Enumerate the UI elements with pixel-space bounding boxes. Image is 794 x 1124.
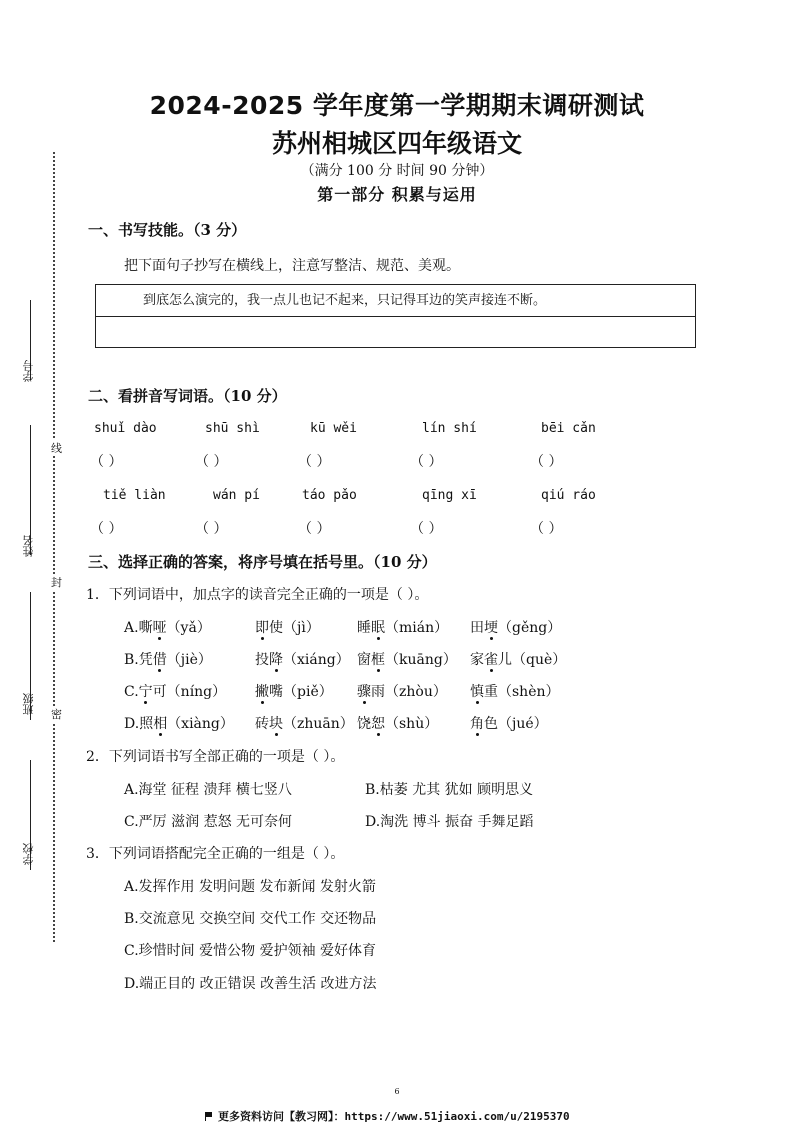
question1-option-d-word-4 — [470, 713, 548, 733]
question1-option-d-word-3 — [357, 713, 438, 733]
copy-sentence: 到底怎么演完的，我一点儿也记不起来，只记得耳边的笑声接连不断。 — [143, 293, 547, 308]
pinyin-2: shū shì — [205, 421, 260, 436]
option-letter: B. — [124, 652, 139, 668]
pinyin-annotation: （zhòu） — [385, 684, 447, 700]
word-text: 投 — [255, 652, 269, 668]
footer-link[interactable] — [205, 1108, 570, 1124]
word-text: 睡 — [357, 620, 371, 636]
emphasis-dotted-char: 降 — [269, 652, 283, 668]
option-letter: A. — [124, 620, 139, 636]
student-id-label: 学号 — [22, 360, 35, 382]
emphasis-dotted-char: 眠 — [371, 620, 385, 636]
name-label: 姓名 — [22, 535, 35, 557]
emphasis-dotted-char: 框 — [371, 652, 385, 668]
question1-option-b-word-3 — [357, 649, 457, 669]
emphasis-dotted-char: 埂 — [484, 620, 498, 636]
pinyin-7: wán pí — [213, 488, 260, 503]
emphasis-dotted-char: 雀 — [484, 652, 498, 668]
binding-dotted-line — [53, 152, 55, 942]
emphasis-dotted-char: 撇 — [255, 684, 269, 700]
seal-char-line: 线 — [51, 442, 62, 455]
emphasis-dotted-char: 块 — [269, 716, 283, 732]
pinyin-annotation: （zhuān） — [283, 716, 354, 732]
question1-option-a-word-4 — [470, 617, 561, 637]
class-label: 班级 — [22, 693, 35, 715]
answer-blank[interactable]: （ ） — [195, 454, 228, 470]
pinyin-annotation: （kuāng） — [385, 652, 457, 668]
question1-option-d-word-2 — [255, 713, 354, 733]
answer-blank[interactable]: （ ） — [530, 454, 563, 470]
section3-heading: 三、选择正确的答案，将序号填在括号里。（10 分） — [88, 553, 437, 571]
section2-heading: 二、看拼音写词语。（10 分） — [88, 387, 287, 405]
copy-writing-box — [95, 284, 696, 348]
question2-stem: 2．下列词语书写全部正确的一项是（ ）。 — [86, 749, 345, 765]
pinyin-1: shuǐ dào — [94, 421, 157, 436]
answer-blank[interactable]: （ ） — [410, 521, 443, 537]
pinyin-6: tiě liàn — [103, 488, 166, 503]
word-text: 儿 — [498, 652, 512, 668]
emphasis-dotted-char: 相 — [153, 716, 168, 732]
section1-heading: 一、书写技能。（3 分） — [88, 221, 247, 239]
writing-line[interactable] — [96, 316, 695, 317]
question1-stem: 1．下列词语中，加点字的读音完全正确的一项是（ ）。 — [86, 587, 429, 603]
pinyin-annotation: （mián） — [385, 620, 449, 636]
option-letter: C. — [124, 684, 139, 700]
answer-blank[interactable]: （ ） — [90, 521, 123, 537]
question1-option-c-word-4 — [470, 681, 560, 701]
exam-subtitle-subject: 苏州相城区四年级语文 — [271, 129, 522, 158]
flag-icon — [205, 1112, 214, 1121]
question1-option-a-word-3 — [357, 617, 448, 637]
emphasis-dotted-char: 哑 — [152, 620, 167, 636]
pinyin-10: qiú ráo — [541, 488, 596, 503]
pinyin-9: qīng xī — [422, 488, 477, 503]
question1-option-c-word-3 — [357, 681, 447, 701]
footer-text[interactable]: 更多资料访问【教习网】：https://www.51jiaoxi.com/u/2195370 — [218, 1110, 570, 1123]
question3-option-d[interactable]: D.端正目的 改正错误 改善生活 改进方法 — [124, 976, 377, 992]
word-text: 家 — [470, 652, 484, 668]
pinyin-annotation: （jué） — [498, 716, 548, 732]
pinyin-annotation: （níng） — [166, 684, 227, 700]
question3-option-a[interactable]: A.发挥作用 发明问题 发布新闻 发射火箭 — [124, 879, 376, 895]
pinyin-3: kū wěi — [310, 421, 357, 436]
pinyin-8: táo pǎo — [302, 488, 357, 503]
word-text: 凭 — [138, 652, 153, 668]
exam-title: 2024-2025 学年度第一学期期末调研测试 — [149, 91, 645, 120]
question1-option-d-word-1[interactable] — [124, 713, 234, 733]
school-label: 学校 — [22, 843, 35, 865]
question1-option-c-word-2 — [255, 681, 333, 701]
answer-blank[interactable]: （ ） — [530, 521, 563, 537]
pinyin-annotation: （shù） — [385, 716, 439, 732]
pinyin-5: bēi cǎn — [541, 421, 596, 436]
pinyin-annotation: （xiàng） — [167, 716, 234, 732]
question3-option-b[interactable]: B.交流意见 交换空间 交代工作 交还物品 — [124, 911, 377, 927]
word-text: 砖 — [255, 716, 269, 732]
pinyin-annotation: （gěng） — [498, 620, 562, 636]
question1-option-a-word-1[interactable] — [124, 617, 211, 637]
pinyin-4: lín shí — [422, 421, 477, 436]
section1-instruction: 把下面句子抄写在横线上，注意写整洁、规范、美观。 — [124, 258, 460, 274]
answer-blank[interactable]: （ ） — [410, 454, 443, 470]
pinyin-annotation: （què） — [512, 652, 567, 668]
word-text: 色 — [484, 716, 498, 732]
page-number: 6 — [394, 1087, 400, 1096]
pinyin-annotation: （piě） — [283, 684, 333, 700]
word-text: 雨 — [371, 684, 385, 700]
emphasis-dotted-char: 角 — [470, 716, 484, 732]
word-text: 嘴 — [269, 684, 283, 700]
answer-blank[interactable]: （ ） — [298, 454, 331, 470]
question3-option-c[interactable]: C.珍惜时间 爱惜公物 爱护领袖 爱好体育 — [124, 943, 377, 959]
answer-blank[interactable]: （ ） — [298, 521, 331, 537]
word-text: 嘶 — [138, 620, 153, 636]
pinyin-annotation: （yǎ） — [166, 620, 211, 636]
emphasis-dotted-char: 即 — [255, 620, 269, 636]
word-text: 重 — [484, 684, 498, 700]
word-text: 田 — [470, 620, 484, 636]
answer-blank[interactable]: （ ） — [195, 521, 228, 537]
question1-option-b-word-2 — [255, 649, 350, 669]
question1-option-a-word-2 — [255, 617, 320, 637]
pinyin-annotation: （xiáng） — [283, 652, 350, 668]
answer-blank[interactable]: （ ） — [90, 454, 123, 470]
emphasis-dotted-char: 骤 — [357, 684, 371, 700]
option-letter: D. — [124, 716, 140, 732]
question3-stem: 3．下列词语搭配完全正确的一组是（ ）。 — [86, 846, 345, 862]
question2-option-d[interactable]: D.淘洗 博斗 振奋 手舞足蹈 — [365, 814, 534, 830]
score-time-note: （满分 100 分 时间 90 分钟） — [300, 163, 494, 179]
word-text: 可 — [152, 684, 167, 700]
seal-char-seal: 封 — [51, 576, 62, 589]
word-text: 窗 — [357, 652, 371, 668]
question1-option-b-word-4 — [470, 649, 566, 669]
part-heading: 第一部分 积累与运用 — [317, 185, 477, 204]
word-text: 饶 — [357, 716, 371, 732]
pinyin-annotation: （shèn） — [498, 684, 560, 700]
word-text: 照 — [139, 716, 154, 732]
question2-option-c[interactable]: C.严厉 滋润 惹怒 无可奈何 — [124, 814, 293, 830]
question2-option-b[interactable]: B.枯萎 尤其 犹如 顾明思义 — [365, 782, 534, 798]
emphasis-dotted-char: 借 — [152, 652, 167, 668]
emphasis-dotted-char: 宁 — [138, 684, 153, 700]
question2-option-a[interactable]: A.海堂 征程 溃拜 横七竖八 — [124, 782, 292, 798]
question1-option-c-word-1[interactable] — [124, 681, 226, 701]
pinyin-annotation: （jì） — [283, 620, 320, 636]
emphasis-dotted-char: 恕 — [371, 716, 385, 732]
seal-char-secret: 密 — [51, 708, 62, 721]
question1-option-b-word-1[interactable] — [124, 649, 212, 669]
word-text: 使 — [269, 620, 283, 636]
pinyin-annotation: （jiè） — [166, 652, 212, 668]
emphasis-dotted-char: 慎 — [470, 684, 484, 700]
